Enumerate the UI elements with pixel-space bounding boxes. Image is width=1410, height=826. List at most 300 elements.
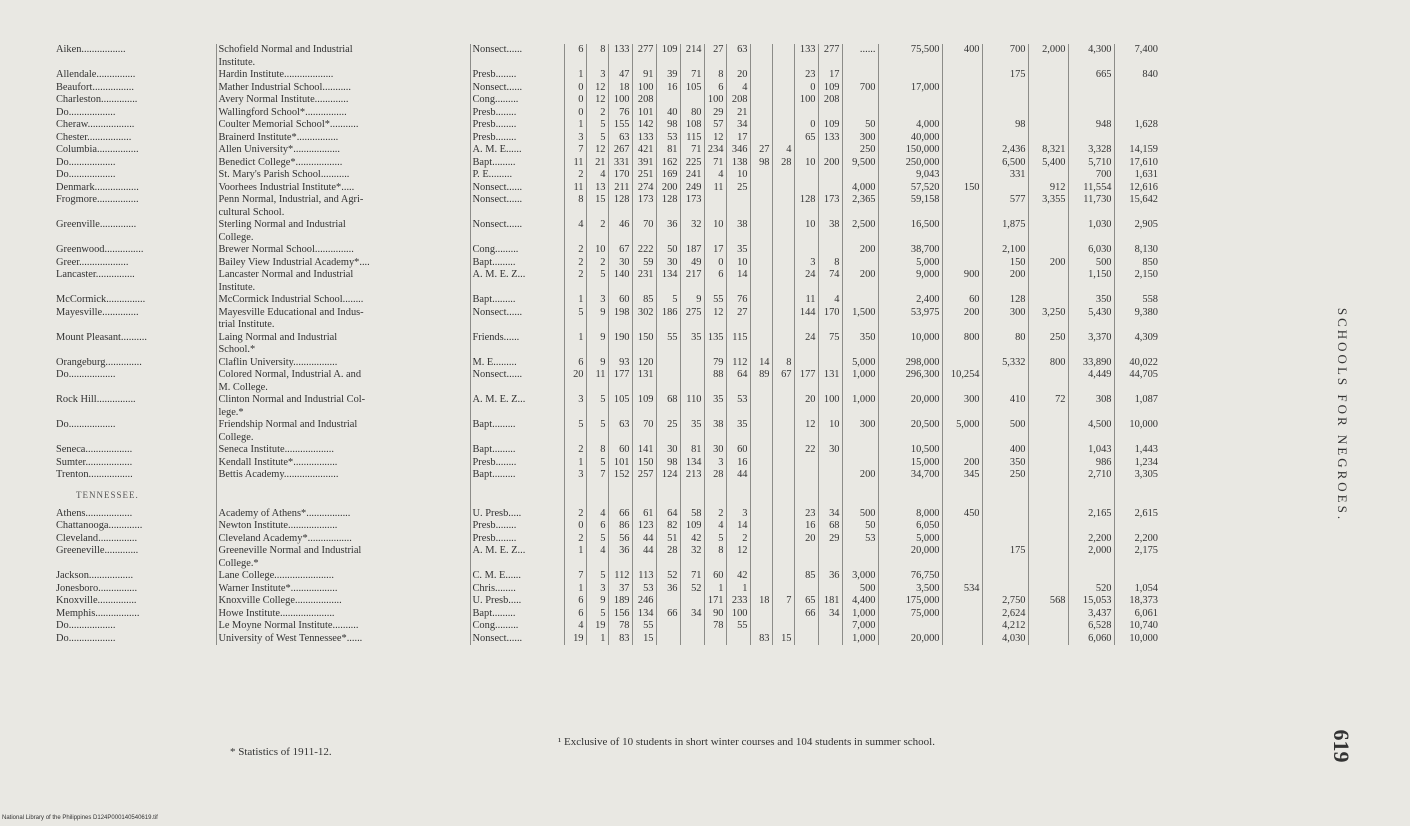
value-cell [942,407,982,420]
value-cell: 410 [982,394,1028,407]
value-cell [680,282,704,295]
empty-cell [632,482,656,508]
value-cell: 800 [1028,357,1068,370]
value-cell: 76 [608,107,632,120]
value-cell: 700 [842,82,878,95]
school-cell: Knoxville College.................. [216,595,470,608]
value-cell [1028,169,1068,182]
value-cell: 74 [818,269,842,282]
value-cell [772,319,794,332]
value-cell: 296,300 [878,369,942,382]
value-cell [704,633,726,646]
value-cell: 170 [608,169,632,182]
place-cell [56,57,216,70]
table-row [56,394,1160,407]
value-cell [772,232,794,245]
value-cell: 20 [564,369,586,382]
school-cell: cultural School. [216,207,470,220]
value-cell: 4,449 [1068,369,1114,382]
value-cell [982,282,1028,295]
control-cell: Bapt......... [470,469,564,482]
school-cell: Penn Normal, Industrial, and Agri- [216,194,470,207]
value-cell: 948 [1068,119,1114,132]
value-cell [818,344,842,357]
value-cell: 44 [632,545,656,558]
value-cell: 88 [704,369,726,382]
value-cell: 11 [564,157,586,170]
control-cell: M. E......... [470,357,564,370]
value-cell [656,282,680,295]
value-cell: 7 [564,570,586,583]
school-cell: Friendship Normal and Industrial [216,419,470,432]
value-cell [1114,282,1160,295]
place-cell: Mount Pleasant.......... [56,331,147,343]
value-cell: 9,000 [878,269,942,282]
value-cell: 53 [842,533,878,546]
value-cell: 250,000 [878,157,942,170]
value-cell: 9 [586,595,608,608]
control-cell: A. M. E. Z... [470,394,564,407]
value-cell: 91 [632,69,656,82]
value-cell: 7 [772,595,794,608]
value-cell: 520 [1068,583,1114,596]
value-cell [1114,407,1160,420]
value-cell: 4,500 [1068,419,1114,432]
value-cell [842,344,878,357]
control-cell: Bapt......... [470,294,564,307]
value-cell [772,457,794,470]
value-cell: 15,000 [878,457,942,470]
value-cell [772,107,794,120]
value-cell: 234 [704,144,726,157]
value-cell: 4,000 [878,119,942,132]
value-cell: 1 [564,457,586,470]
value-cell: 2 [586,257,608,270]
value-cell [1114,82,1160,95]
value-cell [982,82,1028,95]
value-cell: 16 [656,82,680,95]
value-cell [942,119,982,132]
table-row [56,583,1160,596]
value-cell: 2,365 [842,194,878,207]
value-cell: 21 [586,157,608,170]
control-cell: Presb........ [470,520,564,533]
value-cell: 8 [586,444,608,457]
value-cell [656,357,680,370]
value-cell: 128 [656,194,680,207]
value-cell [818,232,842,245]
value-cell: 9 [680,294,704,307]
value-cell: 70 [632,419,656,432]
value-cell [1068,282,1114,295]
value-cell [982,407,1028,420]
empty-cell [842,482,878,508]
table-row [56,620,1160,633]
value-cell: 2,500 [842,219,878,232]
value-cell: 19 [586,620,608,633]
control-cell: A. M. E...... [470,144,564,157]
control-cell: Presb........ [470,533,564,546]
control-cell [470,407,564,420]
value-cell: 1,087 [1114,394,1160,407]
value-cell [608,207,632,220]
value-cell: 4,000 [842,182,878,195]
value-cell [772,570,794,583]
value-cell [982,558,1028,571]
place-cell: Orangeburg.............. [56,356,142,368]
value-cell: 175 [982,69,1028,82]
value-cell: 138 [726,157,750,170]
value-cell [982,533,1028,546]
value-cell [1114,132,1160,145]
value-cell: 98 [656,457,680,470]
value-cell: 100 [818,394,842,407]
value-cell: 56 [608,533,632,546]
value-cell: 500 [982,419,1028,432]
value-cell [942,533,982,546]
value-cell: 665 [1068,69,1114,82]
table-row [56,595,1160,608]
place-cell: Jackson................. [56,570,134,581]
value-cell [632,319,656,332]
value-cell: 32 [680,219,704,232]
value-cell [818,207,842,220]
value-cell [1028,432,1068,445]
value-cell: 4 [818,294,842,307]
value-cell: 35 [704,394,726,407]
place-cell [56,207,216,220]
value-cell [1028,508,1068,521]
value-cell: 2 [564,508,586,521]
control-cell: Nonsect...... [470,194,564,207]
value-cell: 12 [726,545,750,558]
value-cell [750,94,772,107]
value-cell [704,558,726,571]
value-cell [1028,282,1068,295]
value-cell: 40 [656,107,680,120]
value-cell: 5,710 [1068,157,1114,170]
control-cell [470,232,564,245]
table-row [56,332,1160,345]
empty-cell [608,482,632,508]
value-cell: 60 [726,444,750,457]
value-cell [750,608,772,621]
value-cell: 24 [794,269,818,282]
value-cell [1114,232,1160,245]
value-cell: 1,054 [1114,583,1160,596]
value-cell [632,382,656,395]
value-cell [750,419,772,432]
value-cell [1028,633,1068,646]
value-cell: 1,234 [1114,457,1160,470]
value-cell: 231 [632,269,656,282]
value-cell: 1 [704,583,726,596]
value-cell [942,157,982,170]
value-cell: 200 [842,469,878,482]
value-cell [704,382,726,395]
empty-cell [726,482,750,508]
value-cell [680,319,704,332]
control-cell: A. M. E. Z... [470,269,564,282]
value-cell [564,382,586,395]
value-cell: 38 [818,219,842,232]
value-cell: 700 [982,44,1028,57]
value-cell: 101 [632,107,656,120]
value-cell [680,94,704,107]
value-cell: 9 [586,357,608,370]
value-cell: 12 [704,307,726,320]
value-cell [726,633,750,646]
control-cell [470,432,564,445]
value-cell: 200 [942,307,982,320]
value-cell: 208 [632,94,656,107]
running-title [1332,285,1352,545]
place-cell: Sumter.................. [56,456,133,468]
value-cell: 350 [842,332,878,345]
value-cell [878,282,942,295]
value-cell [794,432,818,445]
value-cell [608,407,632,420]
value-cell: 109 [818,119,842,132]
value-cell: 109 [656,44,680,57]
value-cell [772,469,794,482]
value-cell: 2 [564,444,586,457]
value-cell: 3,370 [1068,332,1114,345]
value-cell [564,232,586,245]
value-cell: 5 [564,307,586,320]
value-cell: 308 [1068,394,1114,407]
control-cell: Chris........ [470,583,564,596]
section-heading: TENNESSEE. [76,489,139,500]
value-cell [842,457,878,470]
value-cell: 12 [586,144,608,157]
value-cell: 25 [726,182,750,195]
value-cell: 208 [818,94,842,107]
value-cell: 36 [608,545,632,558]
value-cell [608,432,632,445]
value-cell [772,620,794,633]
value-cell: 98 [982,119,1028,132]
value-cell: 177 [794,369,818,382]
value-cell [818,633,842,646]
value-cell: 0 [564,82,586,95]
value-cell: 0 [704,257,726,270]
value-cell [750,182,772,195]
value-cell: 170 [818,307,842,320]
value-cell: 36 [818,570,842,583]
value-cell: 577 [982,194,1028,207]
value-cell: 345 [942,469,982,482]
value-cell: 123 [632,520,656,533]
value-cell [794,182,818,195]
value-cell: 10 [818,419,842,432]
value-cell [586,207,608,220]
school-cell: College. [216,432,470,445]
school-cell: Brewer Normal School............... [216,244,470,257]
table-row [56,382,1160,395]
value-cell: 68 [818,520,842,533]
value-cell: 300 [942,394,982,407]
value-cell: 5 [586,119,608,132]
value-cell: 6,528 [1068,620,1114,633]
value-cell [1028,244,1068,257]
value-cell: 0 [564,520,586,533]
value-cell: 59,158 [878,194,942,207]
value-cell [586,558,608,571]
value-cell [680,633,704,646]
value-cell: 60 [704,570,726,583]
value-cell [680,57,704,70]
value-cell: 331 [982,169,1028,182]
place-cell: Do.................. [56,620,116,631]
school-cell: lege.* [216,407,470,420]
value-cell: 42 [680,533,704,546]
value-cell [842,558,878,571]
value-cell [632,207,656,220]
value-cell: 5 [586,269,608,282]
value-cell: 16 [794,520,818,533]
table-row [56,144,1160,157]
school-cell: trial Institute. [216,319,470,332]
value-cell: 189 [608,595,632,608]
value-cell [772,545,794,558]
value-cell: 8,130 [1114,244,1160,257]
value-cell: 1,628 [1114,119,1160,132]
value-cell: 108 [680,119,704,132]
control-cell [470,382,564,395]
value-cell: 6 [704,269,726,282]
value-cell [680,344,704,357]
value-cell: 13 [586,182,608,195]
value-cell: 12,616 [1114,182,1160,195]
value-cell: 58 [680,508,704,521]
value-cell: 1,000 [842,369,878,382]
value-cell [726,344,750,357]
value-cell [656,432,680,445]
value-cell [750,332,772,345]
value-cell: 100 [704,94,726,107]
value-cell [842,57,878,70]
value-cell [680,432,704,445]
value-cell: 68 [656,394,680,407]
value-cell [982,182,1028,195]
value-cell: 34 [818,608,842,621]
value-cell [842,169,878,182]
table-row [56,119,1160,132]
value-cell: 8 [704,69,726,82]
value-cell: 113 [632,570,656,583]
value-cell: 5 [656,294,680,307]
value-cell: 2,000 [1068,545,1114,558]
value-cell [772,269,794,282]
place-cell: Trenton................. [56,469,133,480]
table-row [56,508,1160,521]
table-row [56,132,1160,145]
value-cell: 112 [608,570,632,583]
value-cell: 71 [680,144,704,157]
value-cell [750,394,772,407]
value-cell [942,620,982,633]
value-cell: 277 [818,44,842,57]
value-cell: 100 [608,94,632,107]
school-cell: Hardin Institute................... [216,69,470,82]
table-row [56,282,1160,295]
value-cell [878,207,942,220]
control-cell [470,319,564,332]
value-cell [564,407,586,420]
value-cell: 44,705 [1114,369,1160,382]
value-cell: 20 [794,394,818,407]
value-cell [726,207,750,220]
value-cell: 8 [772,357,794,370]
value-cell: 144 [794,307,818,320]
value-cell [982,232,1028,245]
table-row [56,157,1160,170]
value-cell: 142 [632,119,656,132]
value-cell: 82 [656,520,680,533]
school-cell: School.* [216,344,470,357]
place-cell: Do.................. [56,169,116,180]
table-row [56,344,1160,357]
value-cell: 30 [656,257,680,270]
school-cell: College.* [216,558,470,571]
value-cell [726,407,750,420]
value-cell [982,57,1028,70]
value-cell: 36 [656,583,680,596]
value-cell: 1,043 [1068,444,1114,457]
value-cell: 20,000 [878,394,942,407]
value-cell: 44 [632,533,656,546]
value-cell: 75,000 [878,608,942,621]
value-cell: 2,100 [982,244,1028,257]
value-cell: 23 [794,69,818,82]
value-cell: 2,150 [1114,269,1160,282]
value-cell [1028,232,1068,245]
school-cell: St. Mary's Parish School........... [216,169,470,182]
value-cell: 27 [750,144,772,157]
table-row [56,257,1160,270]
value-cell: 44 [726,469,750,482]
value-cell: 70 [632,219,656,232]
school-cell: Colored Normal, Industrial A. and [216,369,470,382]
table-row [56,545,1160,558]
value-cell [982,207,1028,220]
value-cell [632,232,656,245]
school-cell: Le Moyne Normal Institute.......... [216,620,470,633]
value-cell: 59 [632,257,656,270]
value-cell: 298,000 [878,357,942,370]
value-cell [772,558,794,571]
value-cell: 100 [794,94,818,107]
statistics-table [56,44,1160,645]
school-cell: Institute. [216,282,470,295]
value-cell [982,369,1028,382]
value-cell: 19 [564,633,586,646]
value-cell: 128 [794,194,818,207]
value-cell [1068,82,1114,95]
value-cell: 20,500 [878,419,942,432]
value-cell [704,194,726,207]
value-cell: 10 [726,257,750,270]
value-cell [794,207,818,220]
value-cell [1068,432,1114,445]
value-cell: 16 [726,457,750,470]
value-cell [982,570,1028,583]
table-row [56,357,1160,370]
table-row [56,608,1160,621]
value-cell [632,407,656,420]
value-cell [1028,407,1068,420]
